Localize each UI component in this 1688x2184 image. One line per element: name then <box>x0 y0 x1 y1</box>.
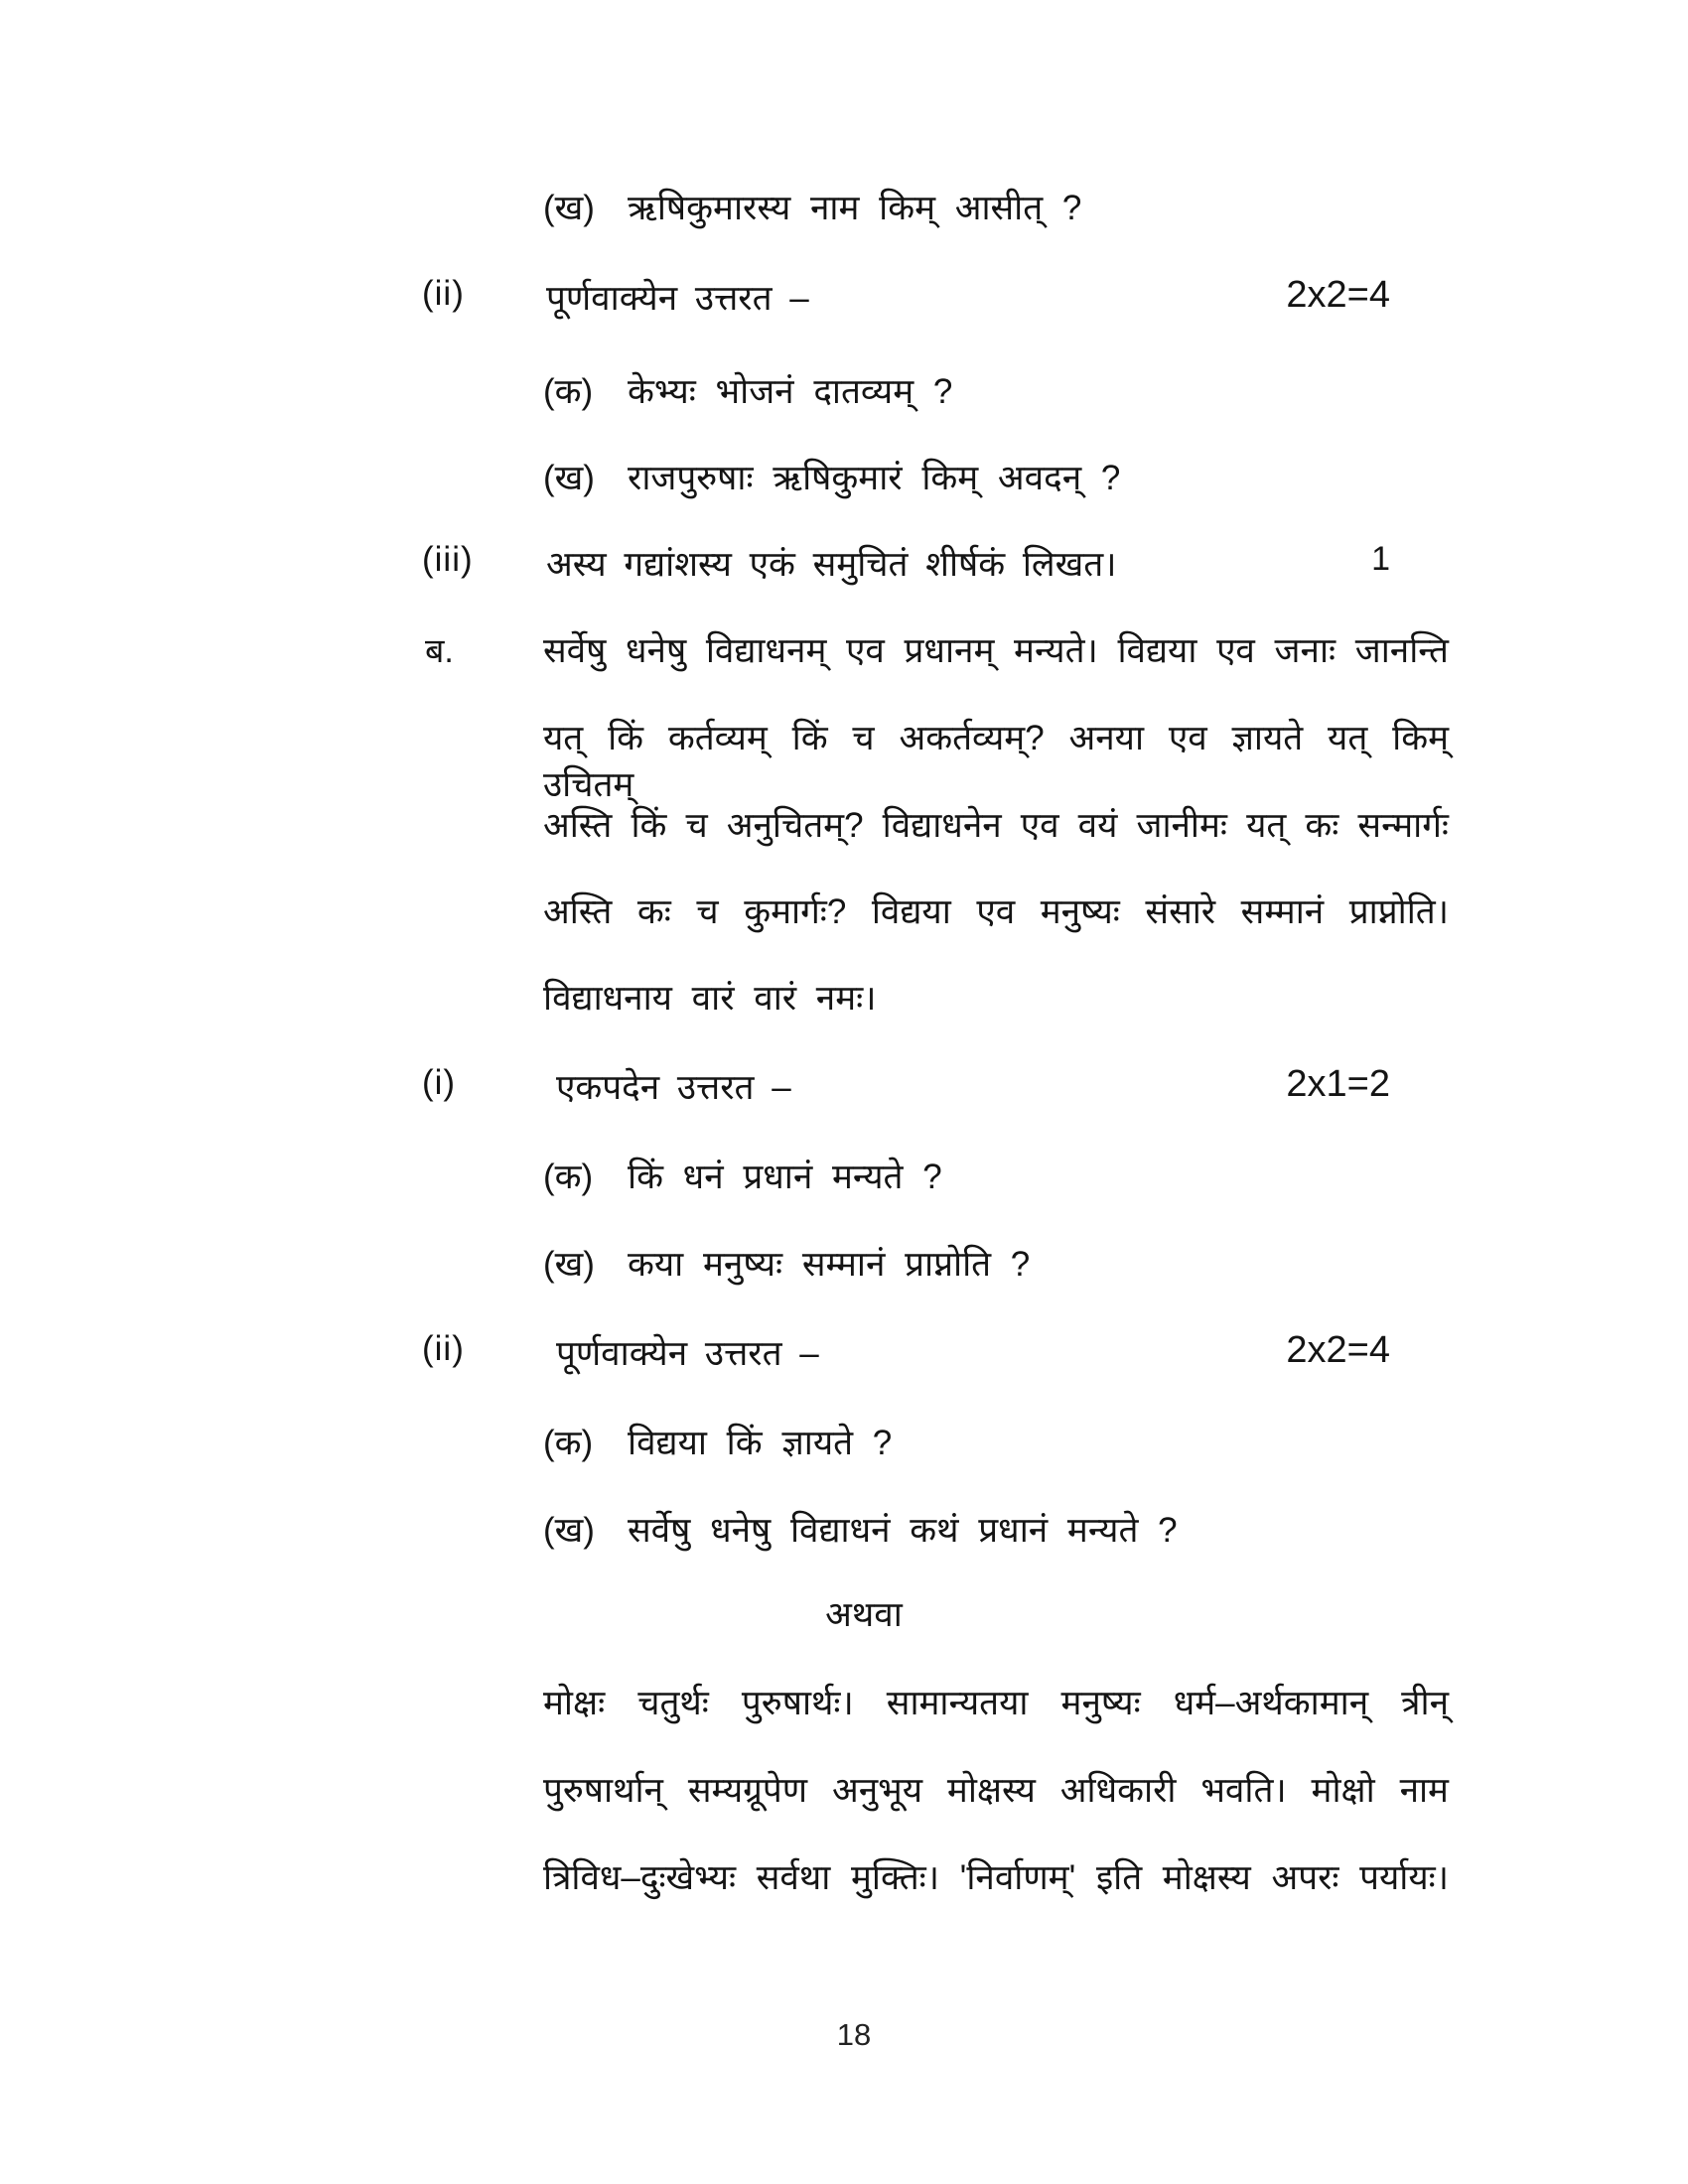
passage-row <box>0 974 1688 1043</box>
question-label: (क) <box>543 1424 594 1462</box>
passage-line: अस्ति कः च कुमार्गः? विद्यया एव मनुष्यः संसारे सम्मानं प्राप्नोति। <box>543 892 1449 931</box>
question-row <box>0 454 1688 523</box>
passage-line: त्रिविध–दुःखेभ्यः सर्वथा मुक्तिः। 'निर्वाणम्' इति मोक्षस्य अपरः पर्यायः। <box>543 1858 1449 1897</box>
question-label: (ख) <box>543 189 595 227</box>
question-row <box>0 1240 1688 1309</box>
marks-value: 2x2=4 <box>1286 274 1390 316</box>
passage-row <box>0 1679 1688 1748</box>
part-label: (iii) <box>422 540 474 579</box>
page-number: 18 <box>836 2017 872 2052</box>
question-text: सर्वेषु धनेषु विद्याधनं कथं प्रधानं मन्यते ? <box>628 1511 1178 1550</box>
question-text: किं धनं प्रधानं मन्यते ? <box>628 1158 942 1196</box>
question-row <box>0 1419 1688 1488</box>
passage-row <box>0 1853 1688 1923</box>
or-heading-row <box>0 1590 1688 1660</box>
passage-row <box>0 1766 1688 1836</box>
part-row <box>0 1063 1688 1133</box>
question-label: (क) <box>543 372 594 411</box>
passage-row <box>0 887 1688 957</box>
marks-value: 2x2=4 <box>1286 1329 1390 1371</box>
passage-line: विद्याधनाय वारं वारं नमः। <box>543 979 877 1018</box>
question-label: (ख) <box>543 1245 595 1284</box>
or-heading: अथवा <box>825 1595 903 1634</box>
part-row <box>0 540 1688 610</box>
question-row <box>0 1506 1688 1575</box>
part-title: पूर्णवाक्येन उत्तरत – <box>556 1334 819 1373</box>
marks-value: 1 <box>1371 540 1390 578</box>
question-label: (ख) <box>543 459 595 497</box>
question-text: राजपुरुषाः ऋषिकुमारं किम् अवदन् ? <box>628 459 1121 497</box>
part-title: अस्य गद्यांशस्य एकं समुचितं शीर्षकं लिखत। <box>546 545 1117 584</box>
question-row <box>0 1153 1688 1222</box>
part-label: (ii) <box>422 1329 465 1368</box>
section-marker: ब. <box>425 632 454 670</box>
part-label: (i) <box>422 1063 457 1102</box>
passage-line: सर्वेषु धनेषु विद्याधनम् एव प्रधानम् मन्यते। विद्यया एव जनाः जानन्ति <box>543 631 1449 670</box>
footer-row <box>0 2017 1688 2087</box>
question-label: (क) <box>543 1158 594 1196</box>
question-row <box>0 367 1688 437</box>
question-text: विद्यया किं ज्ञायते ? <box>628 1424 893 1462</box>
passage-line: मोक्षः चतुर्थः पुरुषार्थः। सामान्यतया मनुष्यः धर्म–अर्थकामान् त्रीन् <box>543 1684 1449 1722</box>
passage-line: यत् किं कर्तव्यम् किं च अकर्तव्यम्? अनया एव ज्ञायते यत् किम् उचितम् <box>543 719 1449 804</box>
marks-value: 2x1=2 <box>1286 1063 1390 1105</box>
question-text: ऋषिकुमारस्य नाम किम् आसीत् ? <box>628 189 1082 227</box>
question-text: केभ्यः भोजनं दातव्यम् ? <box>628 372 953 411</box>
question-label: (ख) <box>543 1511 595 1550</box>
question-text: कया मनुष्यः सम्मानं प्राप्नोति ? <box>628 1245 1031 1284</box>
passage-line: अस्ति किं च अनुचितम्? विद्याधनेन एव वयं जानीमः यत् कः सन्मार्गः <box>543 806 1449 845</box>
question-row <box>0 184 1688 253</box>
part-title: पूर्णवाक्येन उत्तरत – <box>546 279 809 318</box>
passage-row <box>0 714 1688 804</box>
part-row <box>0 1329 1688 1399</box>
passage-row <box>0 801 1688 871</box>
part-label: (ii) <box>422 274 465 313</box>
part-row <box>0 274 1688 343</box>
part-title: एकपदेन उत्तरत – <box>556 1068 791 1107</box>
passage-row <box>0 626 1688 696</box>
passage-line: पुरुषार्थान् सम्यग्रूपेण अनुभूय मोक्षस्य अधिकारी भवति। मोक्षो नाम <box>543 1771 1449 1810</box>
